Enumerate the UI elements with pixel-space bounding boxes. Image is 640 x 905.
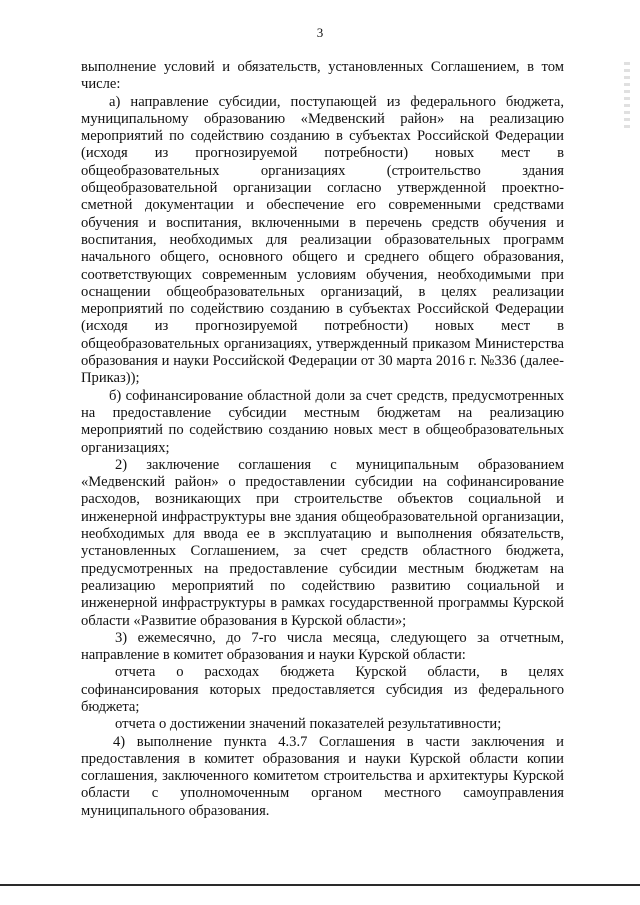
paragraph-item-3: 3) ежемесячно, до 7-го числа месяца, следующего за отчетным, направление в комитет образования и науки Курской области: (81, 629, 564, 664)
paragraph-item-b: б) софинансирование областной доли за счет средств, предусмотренных на предоставление субсидии местным бюджетам на реализацию мероприятий по содействию созданию новых мест в общеобразовательных организациях; (81, 387, 564, 456)
paragraph-item-4: 4) выполнение пункта 4.3.7 Соглашения в части заключения и предоставления в комитет образования и науки Курской области копии соглашения, заключенного комитетом строительства и архитектуры Курской области с уполномоченным органом местного самоуправления муниципального образования. (81, 733, 564, 819)
document-body (81, 59, 564, 820)
scan-margin-mark (624, 62, 630, 132)
paragraph-item-2: 2) заключение соглашения с муниципальным образованием «Медвенский район» о предоставлении субсидии на софинансирование расходов, возникающих при строительстве объектов социальной и инженерной инфраструктуры вне здания общеобразовательной организации, необходимых для ввода ее в эксплуатацию и выполнения обязательств, установленных Соглашением, за счет средств областного бюджета, предусмотренных на предоставление субсидии местным бюджетам на реализацию мероприятий по содействию развитию социальной и инженерной инфраструктуры в рамках государственной программы Курской области «Развитие образования в Курской области»; (81, 456, 564, 629)
paragraph-item-a: а) направление субсидии, поступающей из федерального бюджета, муниципальному образованию «Медвенский район» на реализацию мероприятий по содействию созданию в субъектах Российской Федерации (исходя из прогнозируемой потребности) новых мест в общеобразовательных организациях (строительство здания общеобразовательной организации согласно утвержденной проектно-сметной документации и обеспечение его современными средствами обучения и воспитания, включенными в перечень средств обучения и воспитания, необходимых для реализации образовательных программ начального общего, основного общего и среднего общего образования, соответствующих современным условиям обучения, необходимыми при оснащении общеобразовательных организаций, в целях реализации мероприятий по содействию созданию в субъектах Российской Федерации (исходя из прогнозируемой потребности) новых мест в общеобразовательных организациях, утвержденный приказом Министерства образования и науки Российской Федерации от 30 марта 2016 г. №336 (далее-Приказ)); (81, 93, 564, 387)
paragraph-report-indicators: отчета о достижении значений показателей результативности; (115, 716, 502, 733)
paragraph-report-expenses: отчета о расходах бюджета Курской области, в целях софинансирования которых предоставляется субсидия из федерального бюджета; (81, 664, 564, 715)
page-bottom-border (0, 884, 640, 886)
paragraph-intro: выполнение условий и обязательств, установленных Соглашением, в том числе: (81, 59, 564, 93)
page-number: 3 (316, 25, 324, 40)
